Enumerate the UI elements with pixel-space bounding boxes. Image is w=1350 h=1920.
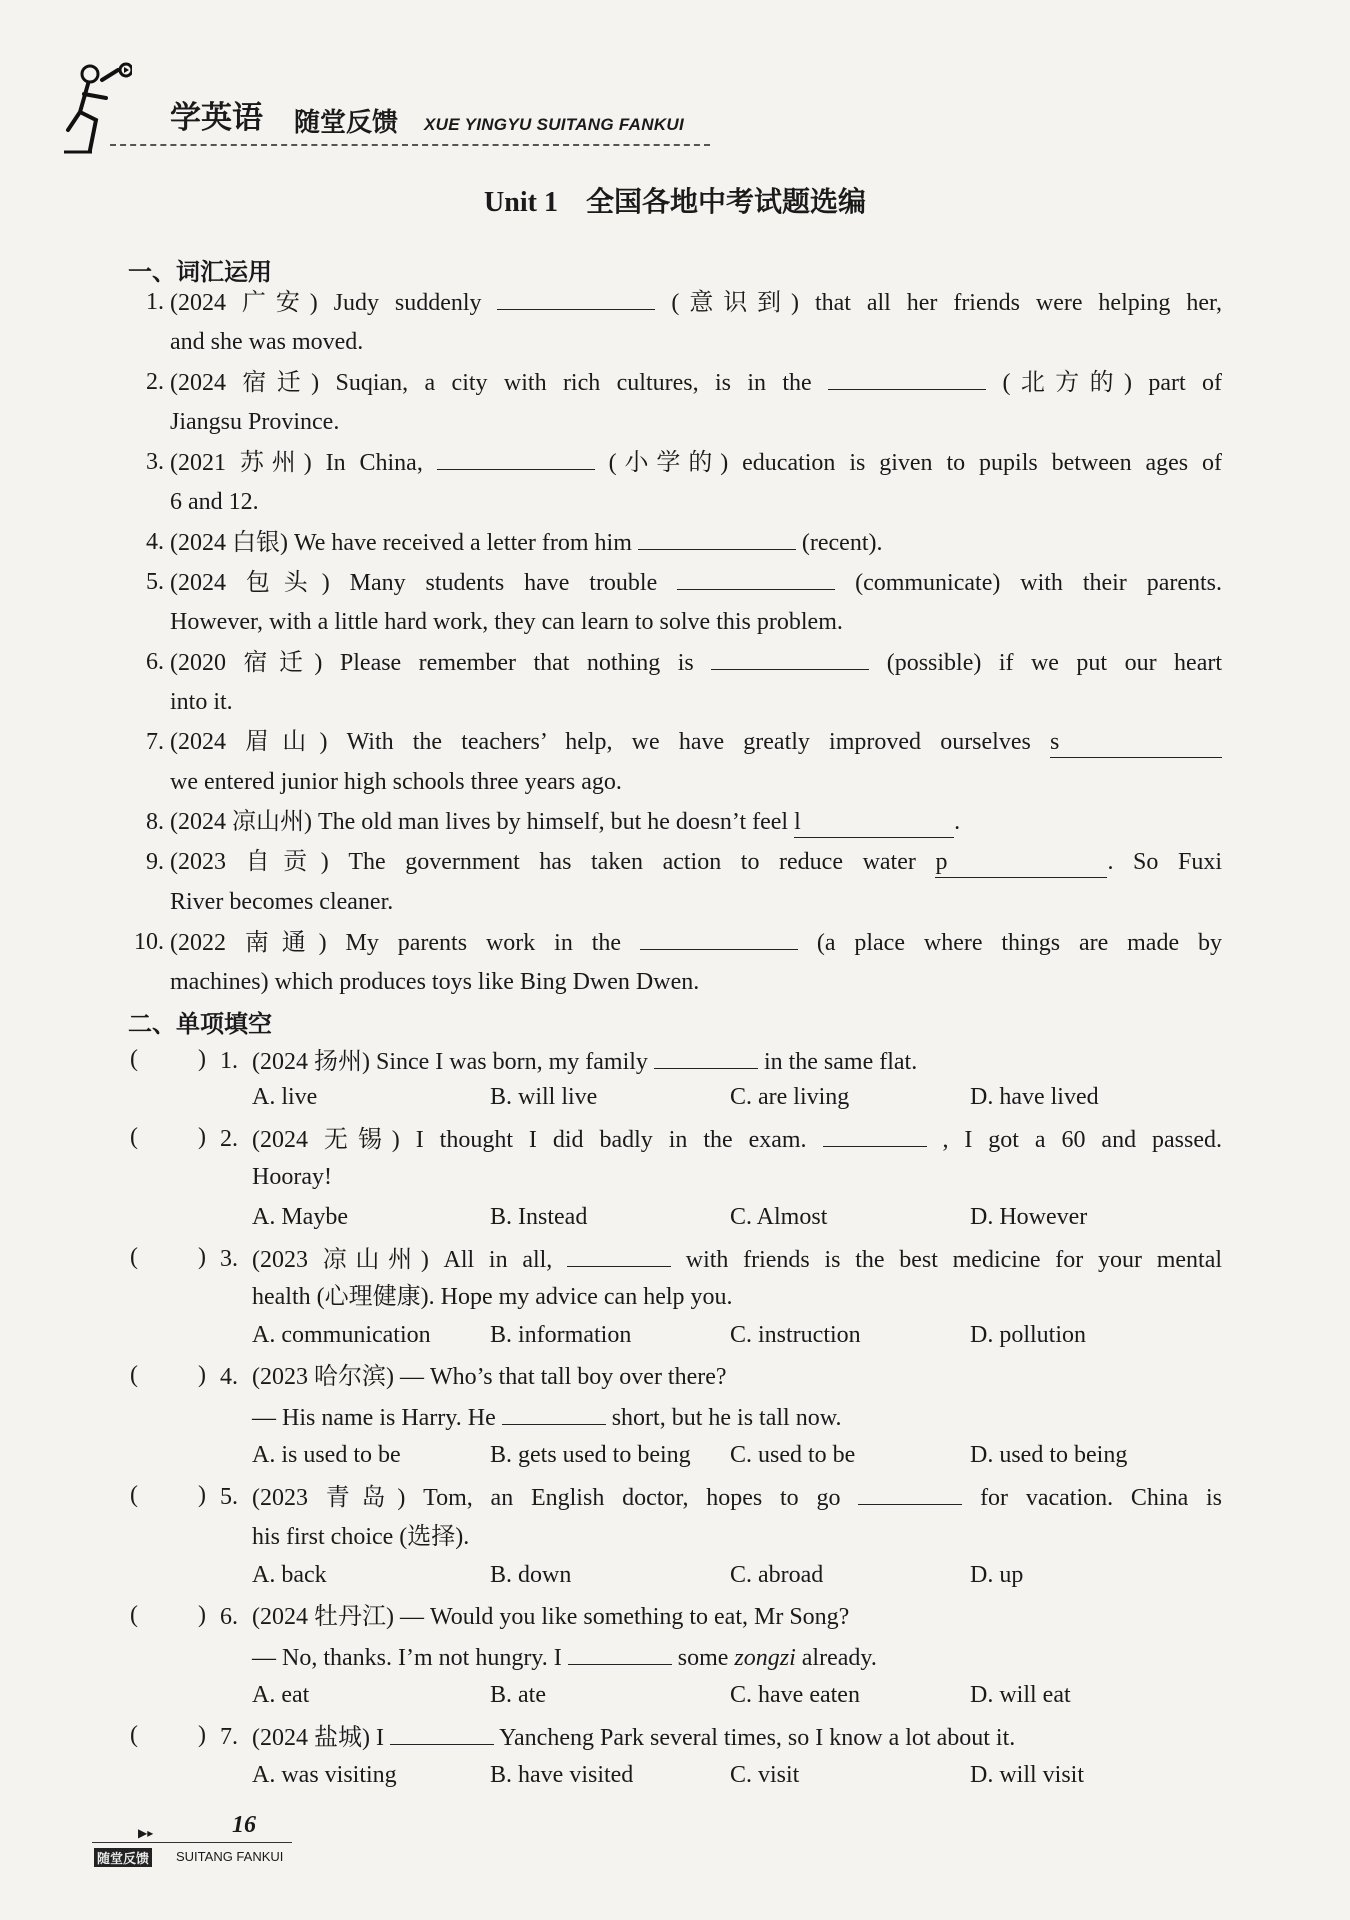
text: with friends is the best medicine for your mental — [685, 1247, 1223, 1273]
answer-bracket-open: ( — [130, 1602, 138, 1628]
text: , I got a 60 and passed. — [942, 1127, 1223, 1153]
question-number: 2. — [146, 369, 164, 395]
italic-term: zongzi — [734, 1645, 796, 1671]
answer-bracket-close: ) — [198, 1482, 206, 1508]
question-line-continued: and she was moved. — [170, 329, 364, 355]
answer-blank[interactable] — [1050, 727, 1222, 758]
answer-bracket-open: ( — [130, 1722, 138, 1748]
answer-bracket-open: ( — [130, 1244, 138, 1270]
answer-option-d[interactable]: D. will visit — [970, 1762, 1085, 1788]
answer-option-a[interactable]: A. was visiting — [252, 1762, 397, 1788]
text: his first choice (选择). — [252, 1524, 470, 1550]
answer-option-b[interactable]: B. will live — [490, 1084, 598, 1110]
question-line — [170, 807, 1222, 838]
answer-bracket-open: ( — [130, 1482, 138, 1508]
text: . So Fuxi — [1107, 849, 1222, 875]
answer-option-b[interactable]: B. gets used to being — [490, 1442, 691, 1468]
answer-option-c[interactable]: C. are living — [730, 1084, 850, 1110]
answer-blank[interactable] — [502, 1402, 606, 1425]
answer-blank[interactable] — [390, 1722, 494, 1745]
question-number: 3. — [146, 449, 164, 475]
text: Yancheng Park several times, so I know a lot about it. — [499, 1725, 1016, 1751]
text: (小学的) education is given to pupils between ages of — [608, 450, 1223, 476]
answer-option-c[interactable]: C. abroad — [730, 1562, 824, 1588]
text: (2024 包头) Many students have trouble — [170, 570, 658, 596]
question-line — [170, 727, 1222, 758]
text: (2020 宿迁) Please remember that nothing is — [170, 650, 694, 676]
answer-blank[interactable] — [497, 287, 655, 310]
text: for vacation. China is — [980, 1485, 1223, 1511]
answer-option-b[interactable]: B. down — [490, 1562, 572, 1588]
question-line — [252, 1362, 727, 1392]
question-line-continued: However, with a little hard work, they can learn to solve this problem. — [170, 609, 843, 635]
question-line-continued — [252, 1522, 469, 1552]
text: — His name is Harry. He — [252, 1405, 496, 1431]
question-number: 2. — [220, 1126, 238, 1152]
answer-option-d[interactable]: D. pollution — [970, 1322, 1087, 1348]
text: (2024 无锡) I thought I did badly in the exam. — [252, 1127, 807, 1153]
question-line — [170, 567, 1222, 598]
question-line-continued: into it. — [170, 689, 233, 715]
question-line-continued — [252, 1282, 733, 1312]
footer-brand-en: SUITANG FANKUI — [176, 1849, 284, 1864]
answer-option-c[interactable]: C. instruction — [730, 1322, 861, 1348]
answer-option-a[interactable]: A. eat — [252, 1682, 310, 1708]
answer-bracket-close: ) — [198, 1124, 206, 1150]
text: (北方的) part of — [1002, 370, 1222, 396]
question-number: 6. — [146, 649, 164, 675]
answer-option-b[interactable]: B. information — [490, 1322, 632, 1348]
text: (communicate) with their parents. — [855, 570, 1223, 596]
answer-blank[interactable] — [711, 647, 869, 670]
question-line — [252, 1244, 1222, 1275]
text: (possible) if we put our heart — [886, 650, 1223, 676]
text: — No, thanks. I’m not hungry. I — [252, 1645, 562, 1671]
answer-blank[interactable] — [638, 527, 796, 550]
text: (2024 凉山州) The old man lives by himself, but he doesn’t feel — [170, 809, 789, 835]
text: Hooray! — [252, 1164, 332, 1190]
text: (2021 苏州) In China, — [170, 450, 423, 476]
answer-option-a[interactable]: A. Maybe — [252, 1204, 348, 1230]
answer-bracket-close: ) — [198, 1722, 206, 1748]
page-title: Unit 1 全国各地中考试题选编 — [484, 187, 866, 218]
question-number: 6. — [220, 1604, 238, 1630]
answer-option-b[interactable]: B. have visited — [490, 1762, 634, 1788]
question-line — [252, 1482, 1222, 1513]
page-header — [62, 52, 1287, 162]
initial-letter-hint: l — [794, 809, 801, 835]
question-line — [252, 1046, 917, 1077]
text: health (心理健康). Hope my advice can help you. — [252, 1284, 733, 1310]
question-number: 5. — [220, 1484, 238, 1510]
text: (recent). — [801, 530, 883, 556]
text: (2024 白银) We have received a letter from him — [170, 530, 632, 556]
answer-bracket-open: ( — [130, 1362, 138, 1388]
text: (2024 眉山) With the teachers’ help, we have greatly improved ourselves — [170, 729, 1031, 755]
question-line-continued: Jiangsu Province. — [170, 409, 340, 435]
page-number: 16 — [232, 1812, 256, 1838]
answer-option-d[interactable]: D. However — [970, 1204, 1088, 1230]
answer-bracket-open: ( — [130, 1046, 138, 1072]
text: (2024 宿迁) Suqian, a city with rich cultures, is in the — [170, 370, 812, 396]
question-number: 3. — [220, 1246, 238, 1272]
answer-bracket-close: ) — [198, 1046, 206, 1072]
question-number: 4. — [146, 529, 164, 555]
runner-logo-icon — [62, 60, 132, 155]
question-line — [170, 847, 1222, 878]
question-line — [170, 527, 1222, 558]
footer-divider — [92, 1842, 292, 1843]
answer-blank[interactable] — [567, 1244, 671, 1267]
question-line — [170, 447, 1222, 478]
answer-blank[interactable] — [568, 1642, 672, 1665]
answer-blank[interactable] — [828, 367, 986, 390]
answer-option-c[interactable]: C. visit — [730, 1762, 800, 1788]
text: already. — [801, 1645, 877, 1671]
answer-option-c[interactable]: C. have eaten — [730, 1682, 860, 1708]
question-line — [170, 927, 1222, 958]
answer-option-a[interactable]: A. communication — [252, 1322, 431, 1348]
answer-option-d[interactable]: D. will eat — [970, 1682, 1071, 1708]
text: (2024 扬州) Since I was born, my family — [252, 1049, 648, 1075]
answer-blank[interactable] — [935, 847, 1107, 878]
answer-option-a[interactable]: A. back — [252, 1562, 327, 1588]
text: (a place where things are made by — [816, 930, 1222, 956]
question-number: 1. — [146, 289, 164, 315]
answer-option-c[interactable]: C. used to be — [730, 1442, 856, 1468]
answer-blank[interactable] — [677, 567, 835, 590]
question-line-continued: we entered junior high schools three years ago. — [170, 769, 622, 795]
question-line — [170, 287, 1222, 318]
answer-option-b[interactable]: B. ate — [490, 1682, 546, 1708]
answer-bracket-open: ( — [130, 1124, 138, 1150]
answer-blank[interactable] — [823, 1124, 927, 1147]
answer-blank[interactable] — [858, 1482, 962, 1505]
question-line — [252, 1602, 849, 1632]
question-line-continued: machines) which produces toys like Bing Dwen Dwen. — [170, 969, 700, 995]
text: some — [677, 1645, 729, 1671]
answer-bracket-close: ) — [198, 1602, 206, 1628]
answer-option-d[interactable]: D. have lived — [970, 1084, 1099, 1110]
answer-option-d[interactable]: D. used to being — [970, 1442, 1128, 1468]
section1-heading: 一、词汇运用 — [128, 258, 272, 286]
question-line-continued — [252, 1642, 877, 1673]
footer-arrow-icon: ▶▸ — [138, 1826, 154, 1840]
answer-option-b[interactable]: B. Instead — [490, 1204, 588, 1230]
brand-title-en: XUE YINGYU SUITANG FANKUI — [424, 115, 685, 134]
answer-blank[interactable] — [654, 1046, 758, 1069]
answer-option-d[interactable]: D. up — [970, 1562, 1024, 1588]
answer-option-c[interactable]: C. Almost — [730, 1204, 828, 1230]
text: (意识到) that all her friends were helping her, — [671, 290, 1223, 316]
question-number: 4. — [220, 1364, 238, 1390]
brand-title-cn: 学英语 — [170, 100, 263, 136]
answer-blank[interactable] — [640, 927, 798, 950]
initial-letter-hint: p — [935, 849, 948, 875]
initial-letter-hint: s — [1050, 729, 1060, 755]
question-line-continued — [252, 1402, 841, 1433]
text: (2023 青岛) Tom, an English doctor, hopes to go — [252, 1485, 841, 1511]
brand-subtitle-cn: 随堂反馈 — [294, 108, 399, 138]
question-number: 1. — [220, 1048, 238, 1074]
section2-heading: 二、单项填空 — [128, 1010, 272, 1038]
text: (2022 南通) My parents work in the — [170, 930, 622, 956]
question-number: 8. — [146, 809, 164, 835]
answer-bracket-close: ) — [198, 1362, 206, 1388]
answer-option-a[interactable]: A. is used to be — [252, 1442, 401, 1468]
text: (2024 广安) Judy suddenly — [170, 290, 482, 316]
question-line — [170, 367, 1222, 398]
question-line-continued: 6 and 12. — [170, 489, 259, 515]
footer-brand-cn: 随堂反馈 — [94, 1848, 152, 1867]
text: (2024 盐城) I — [252, 1725, 384, 1751]
question-line — [170, 647, 1222, 678]
answer-blank[interactable] — [794, 807, 954, 838]
question-line — [252, 1124, 1222, 1155]
text: short, but he is tall now. — [611, 1405, 842, 1431]
text: in the same flat. — [763, 1049, 918, 1075]
question-number: 5. — [146, 569, 164, 595]
answer-bracket-close: ) — [198, 1244, 206, 1270]
text: (2024 牡丹江) — Would you like something to eat, Mr Song? — [252, 1604, 850, 1630]
question-number: 9. — [146, 849, 164, 875]
text: (2023 哈尔滨) — Who’s that tall boy over there? — [252, 1364, 727, 1390]
text: (2023 凉山州) All in all, — [252, 1247, 553, 1273]
answer-blank[interactable] — [437, 447, 595, 470]
question-line-continued — [252, 1162, 332, 1192]
question-line — [252, 1722, 1015, 1753]
question-number: 10. — [134, 929, 164, 955]
question-number: 7. — [146, 729, 164, 755]
question-line-continued: River becomes cleaner. — [170, 889, 394, 915]
text: . — [954, 809, 961, 835]
header-dashed-line — [110, 144, 710, 146]
answer-option-a[interactable]: A. live — [252, 1084, 318, 1110]
question-number: 7. — [220, 1724, 238, 1750]
text: (2023 自贡) The government has taken action to reduce water — [170, 849, 916, 875]
